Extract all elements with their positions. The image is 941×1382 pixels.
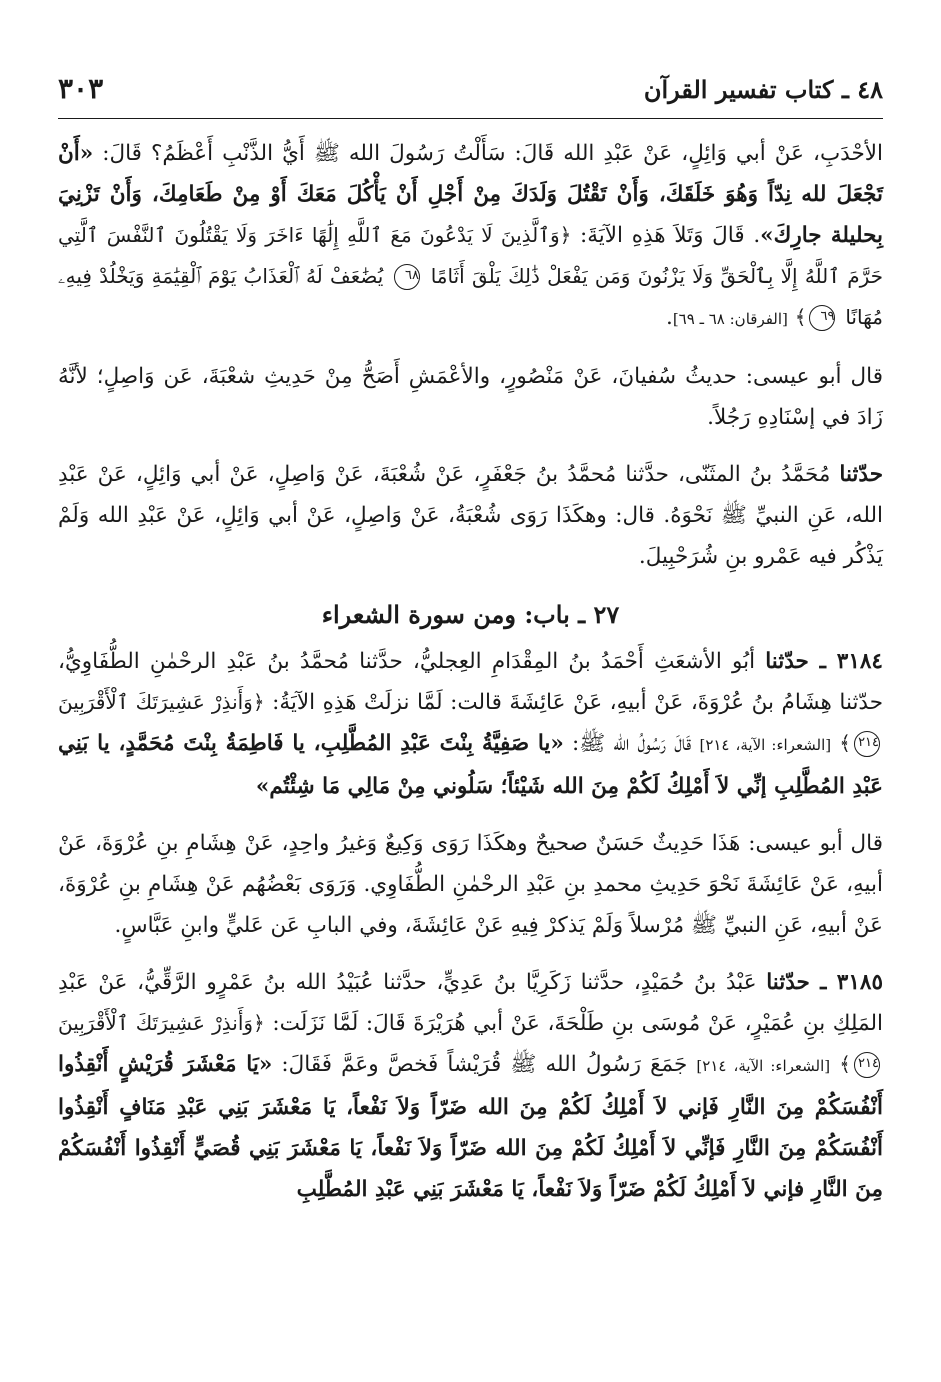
text: قَالَ رَسُولُ الله ﷺ: [563, 731, 700, 756]
haddathana-lead: حدّثنا [765, 649, 820, 674]
verse-reference: [الشعراء: الآية، ٢١٤] [699, 736, 832, 754]
haddathana-lead: حدّثنا [766, 970, 821, 995]
hadith-3185 [58, 962, 883, 1210]
ayah-number-marker: ٢١٤ [854, 1052, 880, 1078]
text: مُحَمَّدُ بنُ المثَنّى، حدَّثنا مُحمَّدُ بنُ جَعْفَرٍ، عَنْ شُعْبَةَ، عَنْ وَاصِلٍ، عَنْ أبي وَائِلٍ، عَنْ عَبْدِ الله، عَنِ النبيِّ ﷺ نَحْوَهُ. قال: وهكَذَا رَوَى شُعْبَةُ، عَنْ وَاصِلٍ، عَنْ أبي وَائِلٍ، عَنْ عَبْدِ الله وَلَمْ يَذْكُر فيه عَمْرو بنِ شُرَحْبِيلَ. [58, 462, 883, 569]
hadith-continuation [58, 133, 883, 340]
prophetic-quote: «يا صَفِيَّةُ بِنْتَ عَبْدِ المُطَّلِبِ، يا فَاطِمَةُ بِنْتَ مُحَمَّدٍ، يا بَنِي عَبْدِ المُطَّلِبِ إنِّي لاَ أَمْلِكُ لَكُمْ مِنَ الله شَيْئاً؛ سَلُوني مِنْ مَالِي مَا شِئْتُم» [58, 731, 883, 799]
verse-reference: [الشعراء: الآية، ٢١٤] [696, 1057, 831, 1075]
text: عَبْدُ بنُ حُمَيْدٍ، حدَّثنا زَكَرِيَّا بنُ عَدِيٍّ، حدَّثنا عُبَيْدُ الله بنُ عَمْرٍو الرَّقِّيُّ، عَنْ عَبْدِ المَلِكِ بنِ عُمَيْرٍ، عَنْ مُوسَى بنِ طَلْحَةَ، عَنْ أبي هُرَيْرَةَ قَالَ: لَمَّا نَزَلَت: [58, 970, 883, 1036]
quran-verse: ﴿وَأَنذِرْ عَشِيرَتَكَ ٱلْأَقْرَبِينَ [58, 1011, 265, 1035]
text: جَمَعَ رَسُولُ الله ﷺ قُرَيْشاً فَخصَّ وعَمَّ فَقَالَ: [272, 1052, 697, 1077]
page-header [58, 72, 883, 119]
verse-close-bracket: ﴾ [839, 1052, 851, 1076]
verse-close-bracket: ﴾ [794, 305, 807, 329]
text: أبُو الأشعَثِ أَحْمَدُ بنُ المِقْدَامِ العِجليُّ، حدَّثنا مُحمَّدُ بنُ عَبْدِ الرحْمٰنِ الطُّفَاوِيُّ، حدّثنا هِشَامُ بنُ عُرْوَةَ، عَنْ أبيهِ، عَنْ عَائِشَةَ قالت: لَمَّا نزلَتْ هَذِهِ الآيَةُ: [58, 649, 884, 715]
verse-close-bracket: ﴾ [839, 731, 852, 755]
commentary-abu-isa [58, 356, 883, 438]
ayah-number-marker: ٢١٤ [854, 731, 880, 757]
text: الأحْدَبِ، عَنْ أبي وَائِلٍ، عَنْ عَبْدِ الله قَالَ: سَأَلْتُ رَسُولَ الله ﷺ أَيُّ الذَّنْبِ أَعْظَمُ؟ قَالَ: [93, 141, 883, 166]
commentary-abu-isa [58, 823, 883, 946]
page-number: ٣٠٣ [58, 72, 104, 105]
paragraph: قال أبو عيسى: حديثُ سُفيانَ، عَنْ مَنْصُورٍ، والأعْمَشِ أَصَحُّ مِنْ حَدِيثِ شعْبَةَ، عَن وَاصِلٍ؛ لأنَّهُ زَادَ في إسْنَادِهِ رَجُلاً. [58, 364, 883, 430]
verse-reference: [الفرقان: ٦٨ ـ ٦٩] [672, 310, 788, 328]
prophetic-quote: «يَا مَعْشَرَ قُرَيْشٍ أَنْقِذُوا أَنْفُسَكُمْ مِنَ النَّارِ فَإني لاَ أَمْلِكُ لَكُمْ مِنَ الله ضَرّاً وَلاَ نَفْعاً، يَا مَعْشَرَ بَنِي عَبْدِ مَنَافٍ أَنْقِذُوا أَنْفُسَكُمْ مِنَ النَّارِ فَإنِّي لاَ أَمْلِكُ لَكُمْ مِنَ الله ضَرّاً وَلاَ نَفْعاً، يَا مَعْشَرَ بَنِي قُصَيٍّ أَنْقِذُوا أَنْفُسَكُمْ مِنَ النَّارِ فإني لاَ أَمْلِكُ لَكُمْ ضَرّاً وَلاَ نَفْعاً، يَا مَعْشَرَ بَنِي عَبْدِ المُطَّلِبِ [58, 1052, 883, 1202]
text: . [665, 305, 673, 330]
prophetic-quote: «أَنْ تَجْعَلَ لله نِدّاً وَهُوَ خَلَقَكَ، وَأَنْ تَقْتُلَ وَلَدَكَ مِنْ أَجْلِ أَنْ يَأْكُلَ مَعَكَ أَوْ مِنْ طَعَامِكَ، وَأَنْ تَزْنِيَ بِحليلة جارِكَ» [58, 141, 884, 248]
haddathana-lead: حدّثنا [839, 462, 883, 487]
ayah-number-marker: ٦٨ [394, 264, 420, 290]
narration [58, 454, 883, 577]
hadith-3184 [58, 641, 883, 807]
hadith-number: ٣١٨٥ ـ [820, 970, 883, 995]
ayah-number-marker: ٦٩ [809, 305, 835, 331]
paragraph: قال أبو عيسى: هَذَا حَدِيثٌ حَسَنٌ صحيحٌ وهكَذَا رَوَى وَكِيعٌ وَغيرُ واحِدٍ، عَنْ هِشَامِ بنِ عُرْوَةَ، عَنْ أبيهِ، عَنْ عَائِشَةَ نَحْوَ حَدِيثِ محمدِ بنِ عَبْدِ الرحْمٰنِ الطُّفَاوِي. وَرَوَى بَعْضُهُم عَنْ هِشَامِ بنِ عُرْوَةَ، عَنْ أبيهِ، عَنِ النبيِّ ﷺ مُرْسلاً وَلَمْ يَذكرْ فِيهِ عَنْ عَائِشَةَ، وفي البابِ عَن عَليٍّ وابنِ عَبَّاسٍ. [58, 831, 883, 938]
quran-verse: يُضَٰعَفْ لَهُ ٱلْعَذَابُ يَوْمَ ٱلْقِيَٰمَةِ وَيَخْلُدْ فِيهِۦ مُهَانًا [58, 264, 883, 329]
chapter-heading: ٢٧ ـ باب: ومن سورة الشعراء [321, 600, 620, 629]
text: . قَالَ وَتَلاَ هَذِهِ الآيَةَ: [571, 223, 761, 248]
quran-verse: ﴿وَأَنذِرْ عَشِيرَتَكَ ٱلْأَقْرَبِينَ [58, 690, 265, 714]
running-title: ٤٨ ـ كتاب تفسير القرآن [643, 75, 883, 104]
quran-verse: ﴿وَٱلَّذِينَ لَا يَدْعُونَ مَعَ ٱللَّهِ إِلَٰهًا ءَاخَرَ وَلَا يَقْتُلُونَ ٱلنَّفْسَ ٱلَّتِي حَرَّمَ ٱللَّهُ إِلَّا بِٱلْحَقِّ وَلَا يَزْنُونَ وَمَن يَفْعَلْ ذَٰلِكَ يَلْقَ أَثَامًا [58, 223, 883, 288]
hadith-number: ٣١٨٤ ـ [819, 649, 883, 674]
